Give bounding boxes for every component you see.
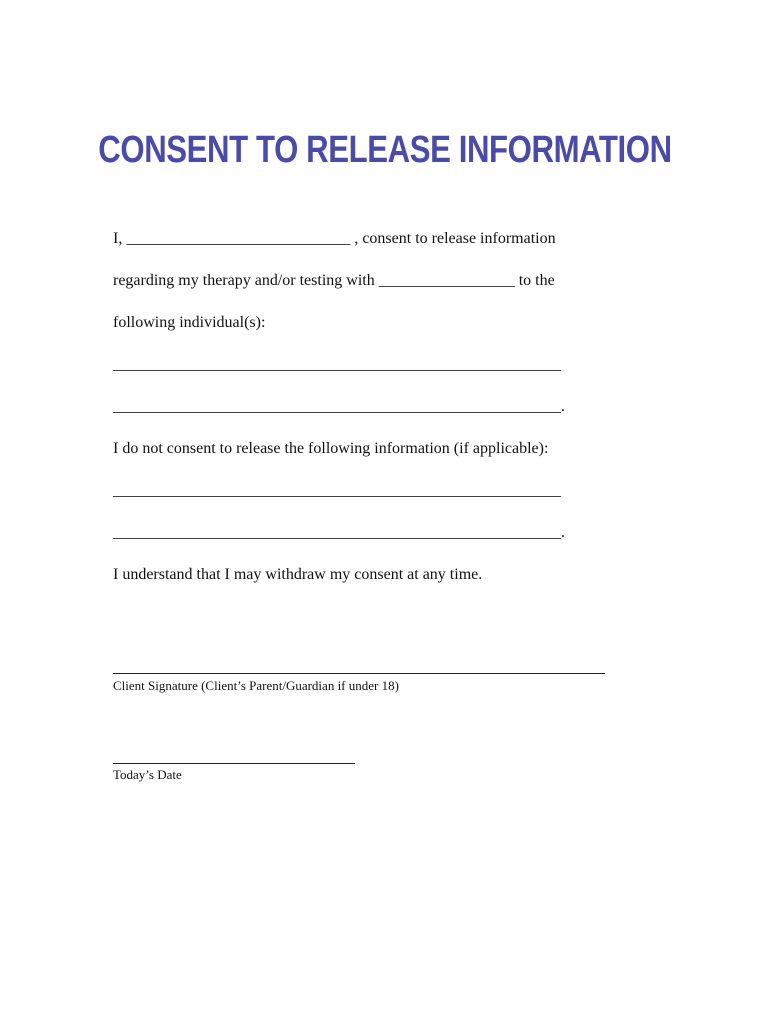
date-line: [113, 763, 355, 764]
signature-line: [113, 673, 605, 674]
individuals-blank-2: ________________________________________________________.: [113, 398, 565, 415]
document-title: CONSENT TO RELEASE INFORMATION: [98, 129, 672, 171]
individuals-label: following individual(s):: [113, 314, 266, 331]
signature-label: Client Signature (Client’s Parent/Guardian if under 18): [113, 678, 399, 693]
date-label: Today’s Date: [113, 767, 182, 782]
individuals-blank-1: ________________________________________________________: [113, 356, 561, 373]
withdraw-statement: I understand that I may withdraw my consent at any time.: [113, 566, 483, 583]
no-consent-blank-2: ________________________________________________________.: [113, 524, 565, 541]
no-consent-blank-1: ________________________________________________________: [113, 482, 561, 499]
therapy-provider-line: regarding my therapy and/or testing with _________________ to the: [113, 272, 555, 289]
consent-name-line: I, ____________________________ , consent to release information: [113, 230, 556, 247]
no-consent-label: I do not consent to release the following information (if applicable):: [113, 440, 549, 457]
